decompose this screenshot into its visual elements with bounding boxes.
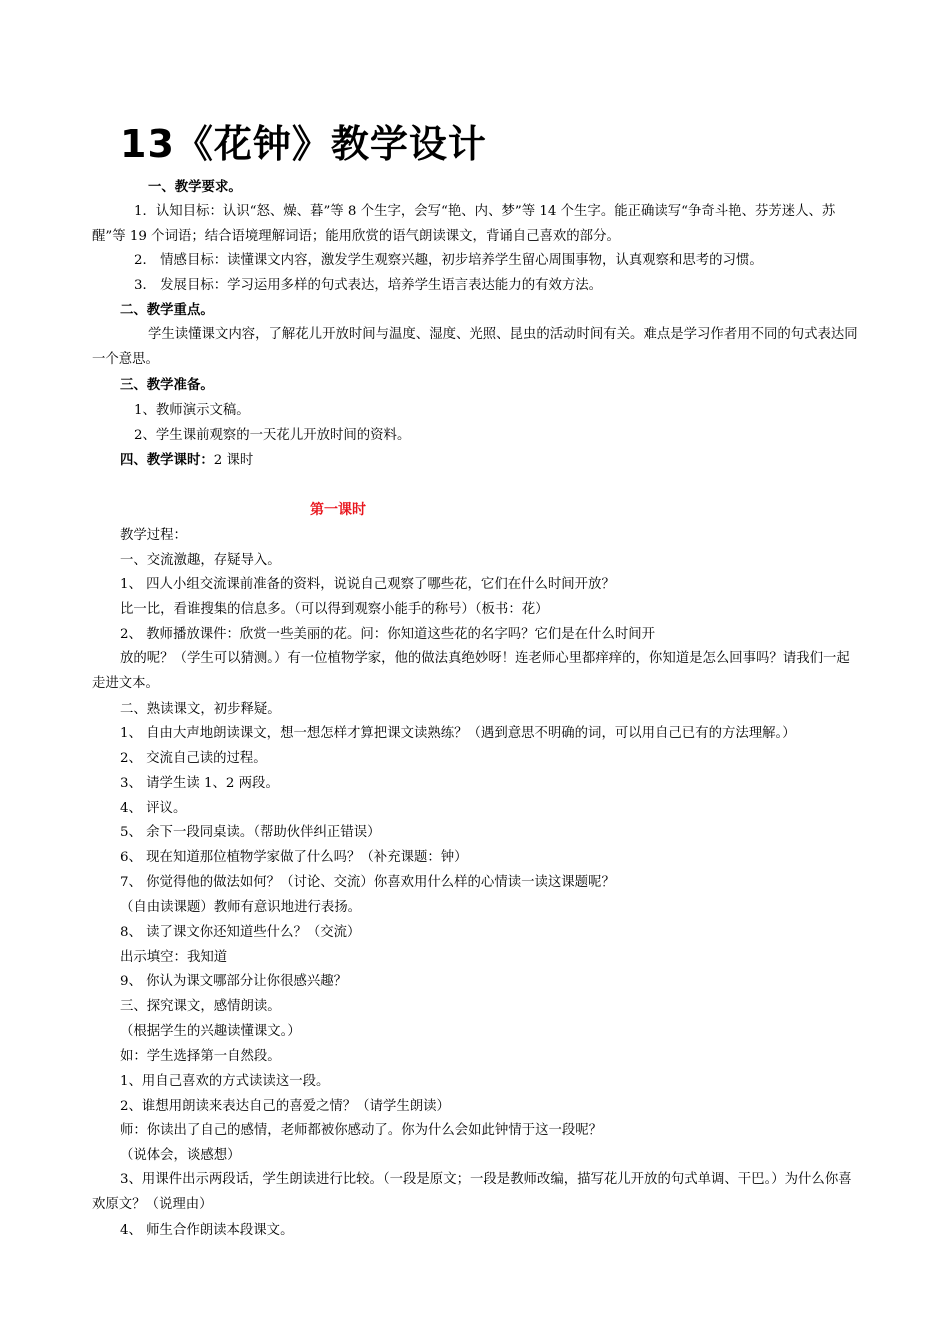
preparation-item-2: 2、学生课前观察的一天花儿开放时间的资料。 — [134, 428, 411, 443]
process-line: 教学过程： — [120, 528, 187, 543]
process-line: 3、 请学生读 1、2 两段。 — [120, 776, 279, 791]
process-line: （根据学生的兴趣读懂课文。） — [120, 1024, 301, 1039]
process-line: 2、谁想用朗读来表达自己的喜爱之情？（请学生朗读） — [120, 1099, 450, 1114]
process-line: 出示填空：我知道 — [120, 950, 228, 965]
process-line: 7、 你觉得他的做法如何？（讨论、交流）你喜欢用什么样的心情读一读这课题呢？ — [120, 875, 615, 890]
requirement-item-2: 2． 情感目标：读懂课文内容，激发学生观察兴趣，初步培养学生留心周围事物，认真观察和思考的习惯。 — [134, 253, 763, 268]
document-title: 13《花钟》教学设计 — [120, 122, 487, 166]
process-paragraph: 放的呢？（学生可以猜测。）有一位植物学家，他的做法真绝妙呀！连老师心里都痒痒的，你知道是怎么回事吗？请我们一起走进文本。 — [92, 651, 850, 691]
requirement-item-3: 3． 发展目标：学习运用多样的句式表达，培养学生语言表达能力的有效方法。 — [134, 278, 603, 293]
section-class-hours — [120, 452, 253, 470]
class-hours-value: 2 课时 — [213, 453, 254, 468]
process-line: 6、 现在知道那位植物学家做了什么吗？（补充课题：钟） — [120, 850, 468, 865]
process-line: 5、 余下一段同桌读。（帮助伙伴纠正错误） — [120, 825, 381, 840]
requirement-item-1: 1．认知目标：认识“怒、燥、暮”等 8 个生字，会写“艳、内、梦”等 14 个生字。能正确读写“争奇斗艳、芬芳迷人、苏醒”等 19 个词语；结合语境理解词语；能用欣赏的语气朗读课文，背诵自己喜欢的部分。 — [92, 204, 836, 244]
process-line: 2、 教师播放课件：欣赏一些美丽的花。问：你知道这些花的名字吗？它们是在什么时间开 — [120, 627, 656, 642]
section-heading-requirements: 一、教学要求。 — [148, 180, 242, 195]
section-heading-key-points: 二、教学重点。 — [120, 303, 214, 318]
process-line: 如：学生选择第一自然段。 — [120, 1049, 281, 1064]
process-line: 2、 交流自己读的过程。 — [120, 751, 267, 766]
process-line: 一、交流激趣，存疑导入。 — [120, 553, 281, 568]
process-line: 8、 读了课文你还知道些什么？（交流） — [120, 925, 361, 940]
process-line: 4、 师生合作朗读本段课文。 — [120, 1223, 294, 1238]
process-line: 4、 评议。 — [120, 801, 187, 816]
process-line: 1、 自由大声地朗读课文，想一想怎样才算把课文读熟练？（遇到意思不明确的词，可以用自己已有的方法理解。） — [120, 726, 796, 741]
process-line: 9、 你认为课文哪部分让你很感兴趣？ — [120, 974, 348, 989]
class-hours-label: 四、教学课时： — [120, 453, 214, 468]
preparation-item-1: 1、教师演示文稿。 — [134, 403, 250, 418]
process-line: 二、熟读课文，初步释疑。 — [120, 702, 281, 717]
process-line: 1、 四人小组交流课前准备的资料，说说自己观察了哪些花，它们在什么时间开放？ — [120, 577, 615, 592]
lesson-heading: 第一课时 — [310, 502, 366, 518]
process-line: 比一比，看谁搜集的信息多。（可以得到观察小能手的称号）（板书：花） — [120, 602, 549, 617]
process-line: （说体会，谈感想） — [120, 1148, 241, 1163]
process-line: 三、探究课文，感情朗读。 — [120, 999, 281, 1014]
process-line: 1、用自己喜欢的方式读读这一段。 — [120, 1074, 330, 1089]
process-paragraph: 3、用课件出示两段话，学生朗读进行比较。（一段是原文；一段是教师改编，描写花儿开放的句式单调、干巴。）为什么你喜欢原文？（说理由） — [92, 1172, 852, 1212]
process-line: 师：你读出了自己的感情，老师都被你感动了。你为什么会如此钟情于这一段呢？ — [120, 1123, 603, 1138]
section-heading-preparation: 三、教学准备。 — [120, 378, 214, 393]
key-points-text: 学生读懂课文内容，了解花儿开放时间与温度、湿度、光照、昆虫的活动时间有关。难点是学习作者用不同的句式表达同一个意思。 — [92, 327, 858, 367]
process-line: （自由读课题）教师有意识地进行表扬。 — [120, 900, 362, 915]
